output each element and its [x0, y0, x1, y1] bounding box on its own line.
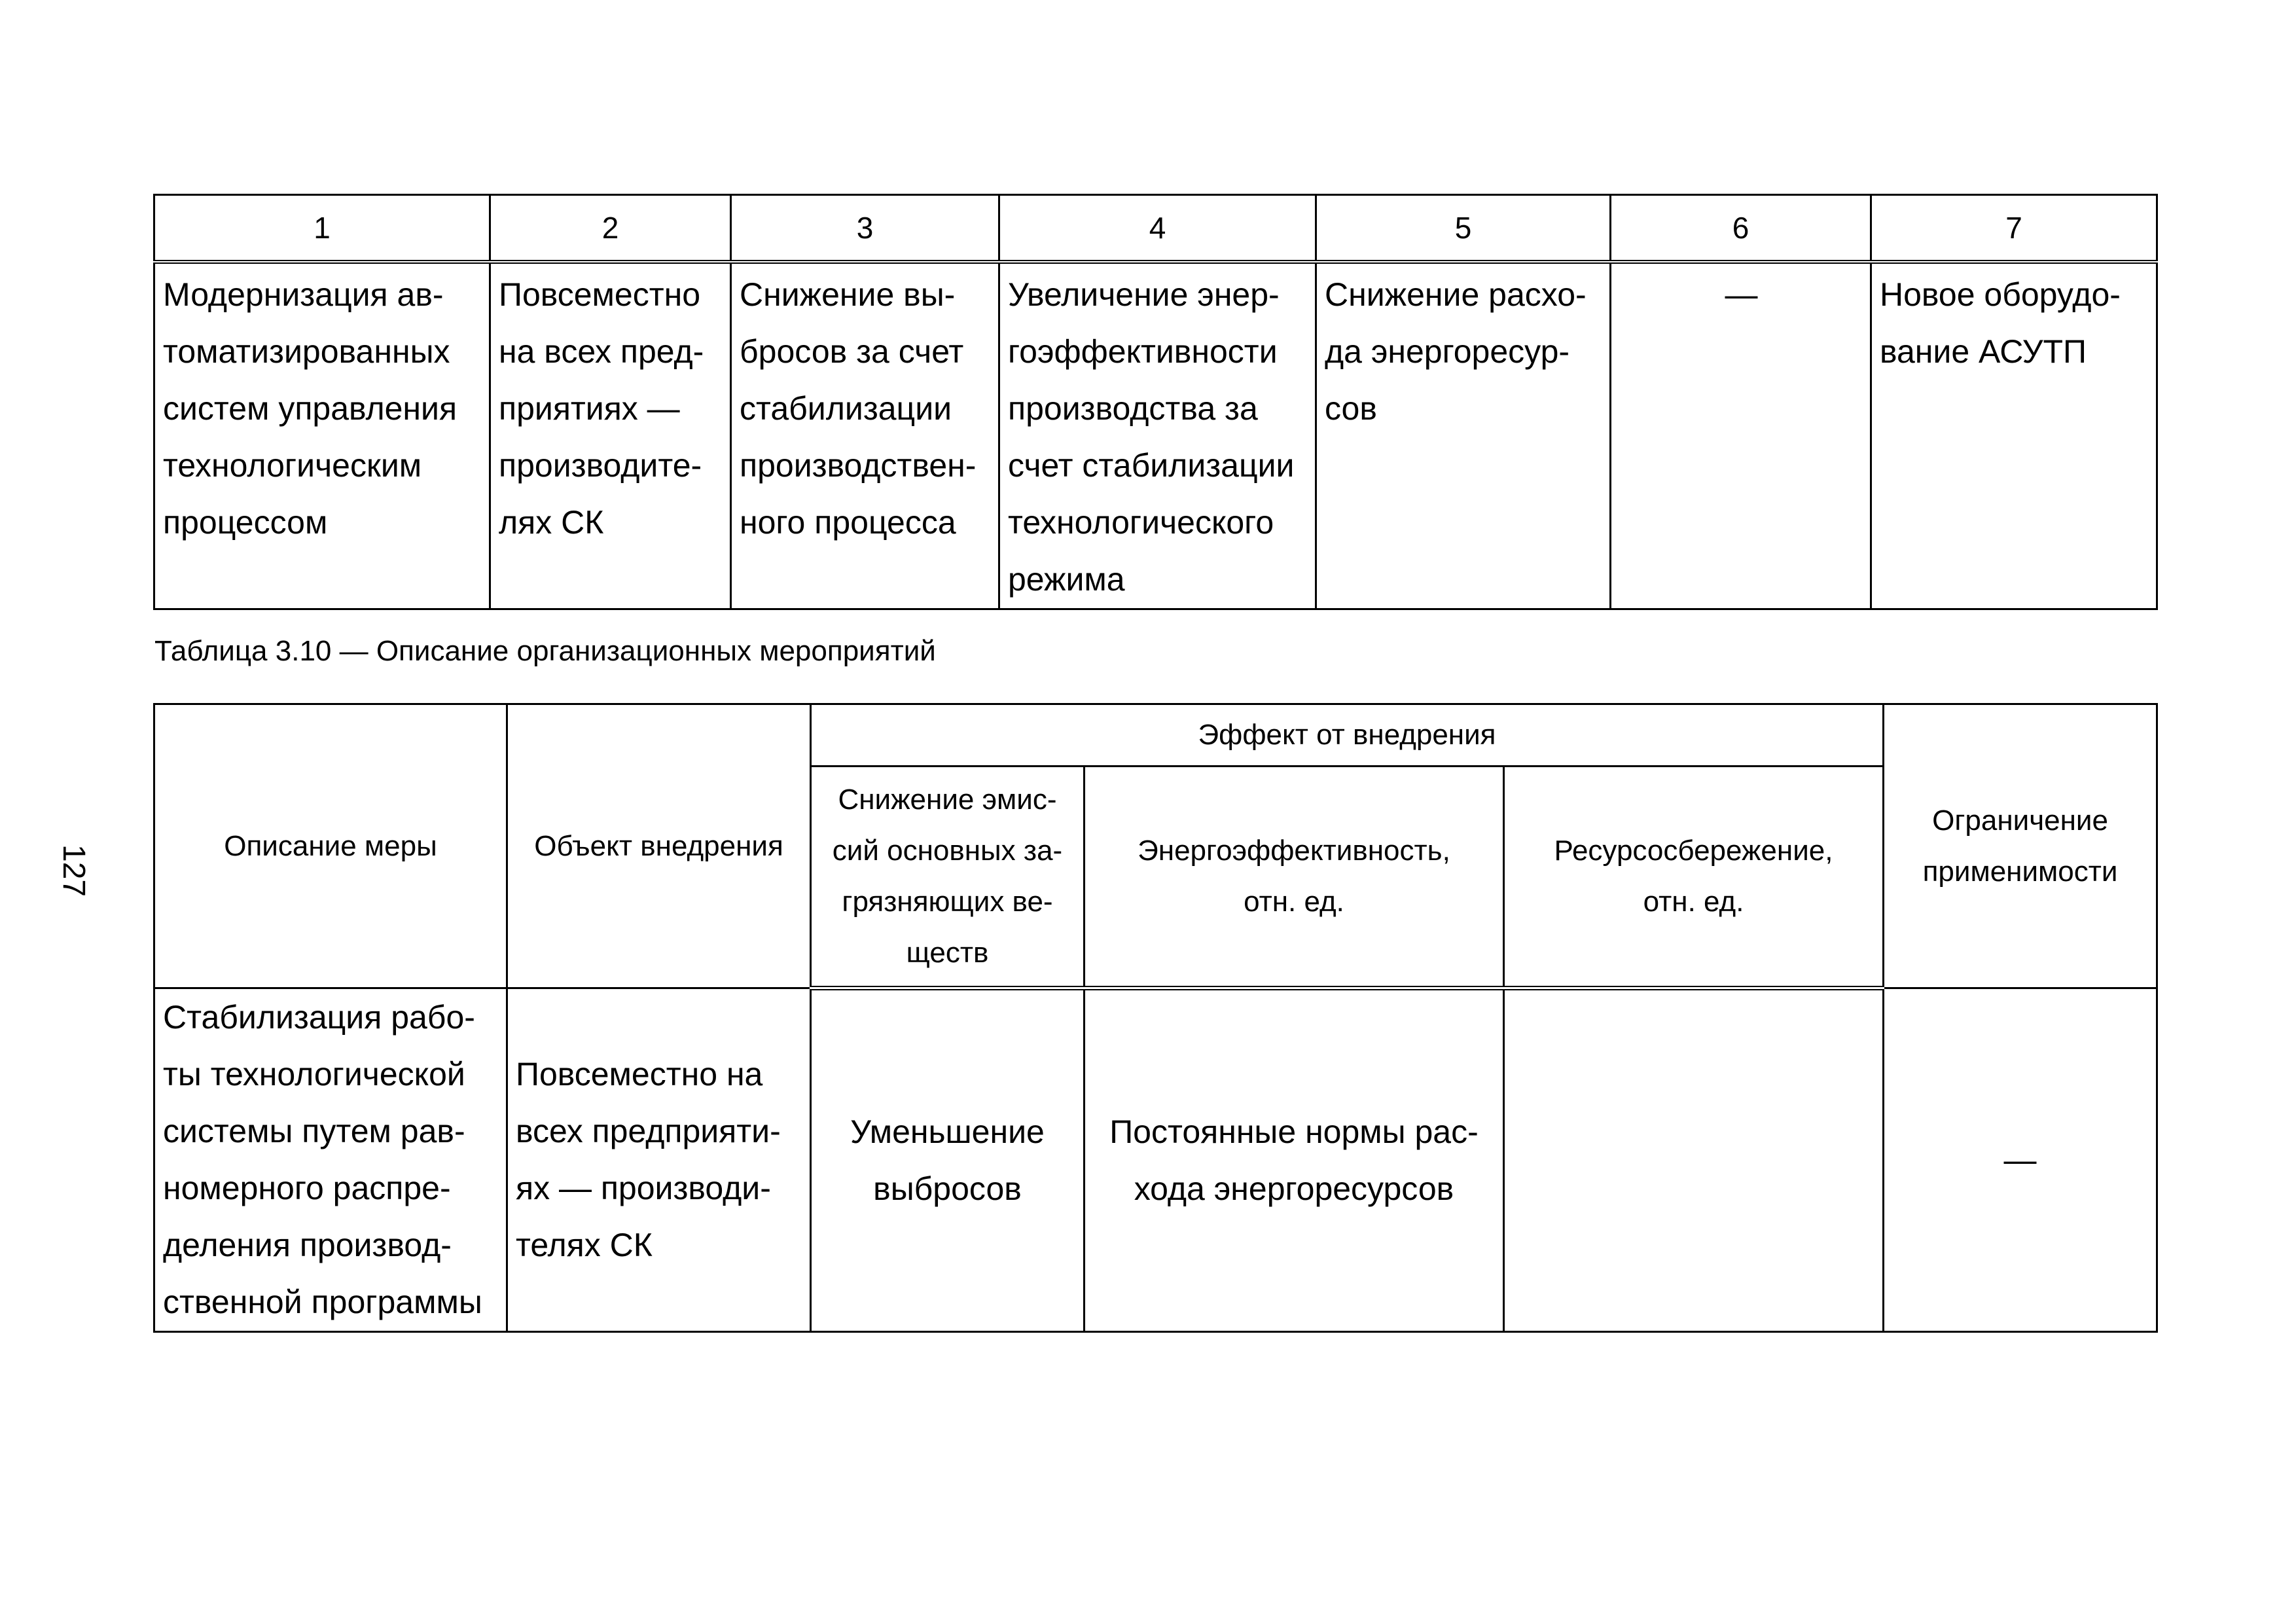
cell-emissions: Уменьшение выбросов — [811, 988, 1085, 1332]
cell-resource-saving — [1504, 988, 1884, 1332]
cell-limitation: — — [1884, 988, 2157, 1332]
column-number-row — [154, 195, 2157, 262]
column-number: 5 — [1316, 195, 1611, 262]
cell-energy-efficiency: Постоянные нормы рас- хода энергоресурсов — [1085, 988, 1504, 1332]
header-description: Описание меры — [154, 704, 507, 988]
cell-equipment: Новое оборудо- вание АСУТП — [1871, 262, 2157, 609]
page-number: 127 — [56, 844, 91, 897]
cell-resources: Снижение расхо- да энергоресур- сов — [1316, 262, 1611, 609]
column-number: 4 — [999, 195, 1316, 262]
header-limitation: Ограничение применимости — [1884, 704, 2157, 988]
column-number: 1 — [154, 195, 490, 262]
header-object: Объект внедрения — [507, 704, 811, 988]
header-effect: Эффект от внедрения — [811, 704, 1884, 767]
table-row — [154, 262, 2157, 609]
cell-object: Повсеместно на всех пред- приятиях — производите- лях СК — [490, 262, 731, 609]
header-row — [154, 704, 2157, 767]
cell-limitation: — — [1611, 262, 1871, 609]
cell-emissions: Снижение вы- бросов за счет стабилизации производствен- ного процесса — [731, 262, 999, 609]
continuation-table — [153, 194, 2158, 610]
column-number: 2 — [490, 195, 731, 262]
cell-measure: Модернизация ав- томатизированных систем управления технологическим процессом — [154, 262, 490, 609]
table-row — [154, 988, 2157, 1332]
header-resource-saving: Ресурсосбережение, отн. ед. — [1504, 767, 1884, 988]
column-number: 6 — [1611, 195, 1871, 262]
cell-measure: Стабилизация рабо- ты технологической системы путем рав- номерного распре- деления производ- ственной программы — [154, 988, 507, 1332]
column-number: 3 — [731, 195, 999, 262]
column-number: 7 — [1871, 195, 2157, 262]
cell-object: Повсеместно на всех предприяти- ях — производи- телях СК — [507, 988, 811, 1332]
header-emissions: Снижение эмис- сий основных за- грязняющих ве- ществ — [811, 767, 1085, 988]
cell-energy: Увеличение энер- гоэффективности производства за счет стабилизации технологического режима — [999, 262, 1316, 609]
organizational-measures-table — [153, 703, 2158, 1333]
header-energy-efficiency: Энергоэффективность, отн. ед. — [1085, 767, 1504, 988]
table-caption: Таблица 3.10 — Описание организационных мероприятий — [154, 635, 936, 667]
